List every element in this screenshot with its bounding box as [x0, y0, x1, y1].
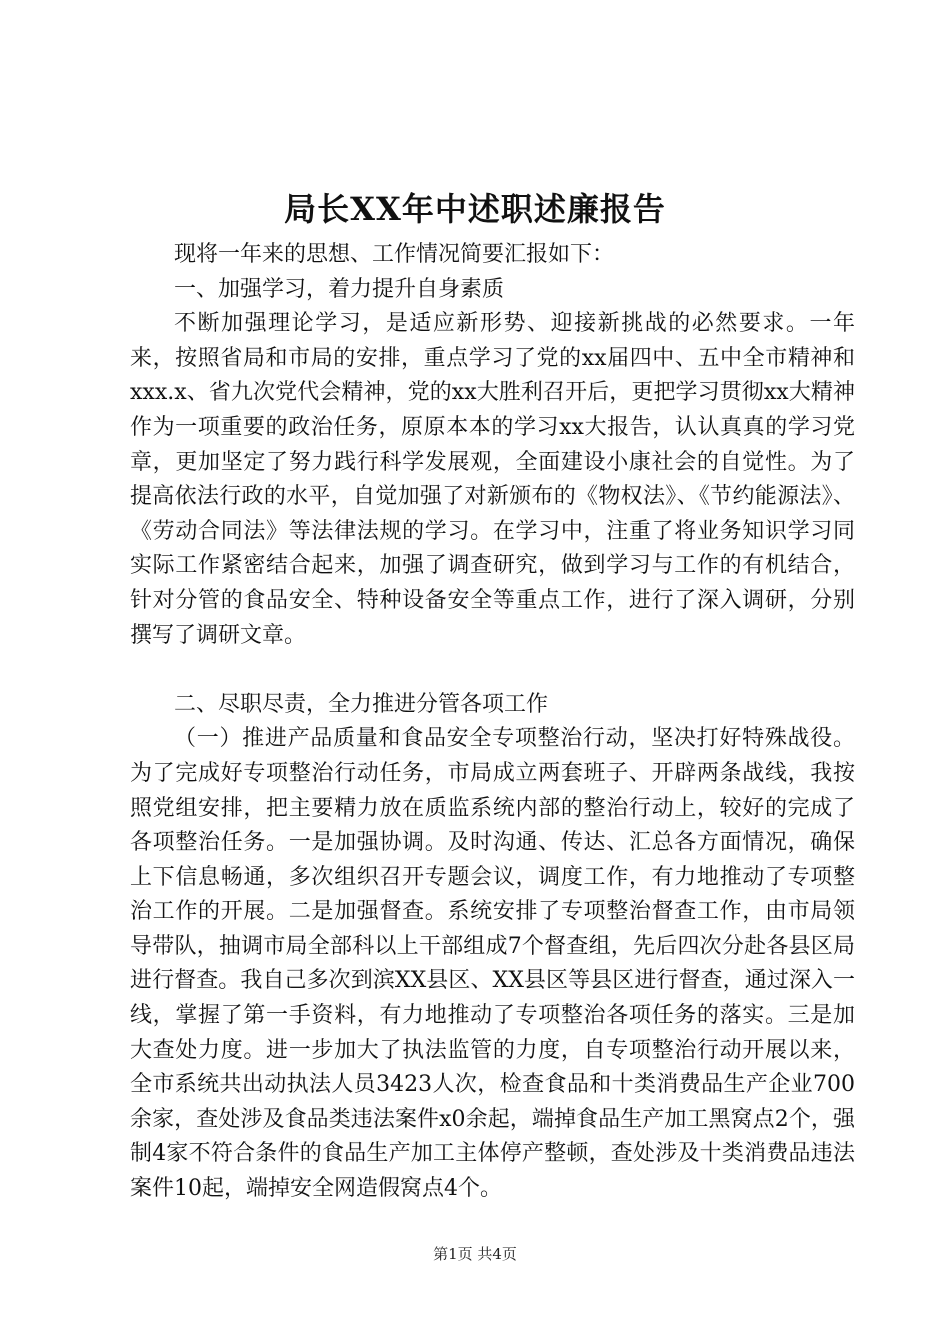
document-title: 局长XX年中述职述廉报告: [284, 190, 666, 228]
section-2-paragraph: （一）推进产品质量和食品安全专项整治行动，坚决打好特殊战役。为了完成好专项整治行动任务，市局成立两套班子、开辟两条战线，我按照党组安排，把主要精力放在质监系统内部的整治行动上，较好的完成了各项整治任务。一是加强协调。及时沟通、传达、汇总各方面情况，确保上下信息畅通，多次组织召开专题会议，调度工作，有力地推动了专项整治工作的开展。二是加强督查。系统安排了专项整治督查工作，由市局领导带队，抽调市局全部科以上干部组成7个督查组，先后四次分赴各县区局进行督查。我自己多次到滨XX县区、XX县区等县区进行督查，通过深入一线，掌握了第一手资料，有力地推动了专项整治各项任务的落实。三是加大查处力度。进一步加大了执法监管的力度，自专项整治行动开展以来，全市系统共出动执法人员3423人次，检查食品和十类消费品生产企业700余家，查处涉及食品类违法案件x0余起，端掉食品生产加工黑窝点2个，强制4家不符合条件的食品生产加工主体停产整顿，查处涉及十类消费品违法案件10起，端掉安全网造假窝点4个。: [130, 726, 855, 1202]
section-1-paragraph: 不断加强理论学习，是适应新形势、迎接新挑战的必然要求。一年来，按照省局和市局的安排，重点学习了党的xx届四中、五中全市精神和xxx.x、省九次党代会精神，党的xx大胜利召开后，更把学习贯彻xx大精神作为一项重要的政治任务，原原本本的学习xx大报告，认认真真的学习党章，更加坚定了努力践行科学发展观，全面建设小康社会的自觉性。为了提高依法行政的水平，自觉加强了对新颁布的《物权法》、《节约能源法》、《劳动合同法》等法律法规的学习。在学习中，注重了将业务知识学习同实际工作紧密结合起来，加强了调查研究，做到学习与工作的有机结合，针对分管的食品安全、特种设备安全等重点工作，进行了深入调研，分别撰写了调研文章。: [130, 311, 855, 648]
paragraph-spacer: [130, 653, 855, 688]
section-2-heading: 二、尽职尽责，全力推进分管各项工作: [174, 691, 549, 717]
section-1-heading: 一、加强学习，着力提升自身素质: [174, 276, 505, 302]
page-number-footer: 第1页 共4页: [433, 1245, 517, 1263]
intro-paragraph: 现将一年来的思想、工作情况简要汇报如下：: [174, 242, 615, 267]
document-body: [130, 238, 855, 1207]
